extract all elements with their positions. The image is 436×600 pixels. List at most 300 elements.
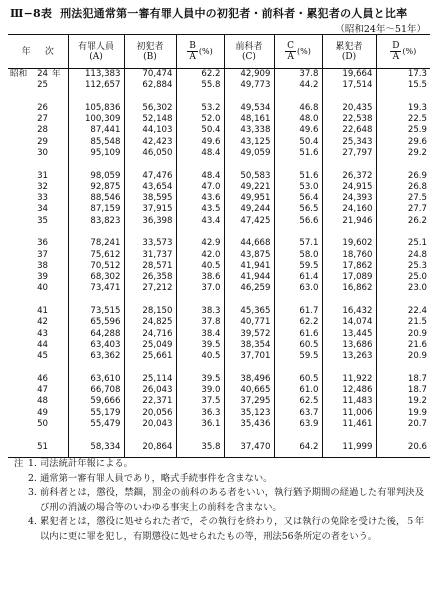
first-offenders-cell: 56,302: [124, 103, 176, 114]
ratio-b-a-cell: 37.8: [176, 317, 224, 328]
recidivists-cell: 16,432: [322, 306, 376, 317]
recidivists-cell: 11,006: [322, 408, 376, 419]
ratio-c-a-cell: 51.6: [274, 148, 322, 159]
year-value: 36: [37, 238, 48, 249]
note-text: 前科者とは，懲役，禁錮，罰金の前科のある者をいい，執行猶予期間の経過した有罪判決及び刑の消滅の場合等のいわゆる事実上の前科を含まない。: [40, 487, 424, 513]
recidivists-cell: 24,915: [322, 182, 376, 193]
ratio-d-a-cell: 29.6: [376, 136, 430, 147]
year-cell: [8, 204, 68, 215]
first-offenders-cell: 38,595: [124, 193, 176, 204]
prior-offenders-cell: 42,909: [224, 69, 274, 81]
group-spacer: [8, 159, 430, 170]
table-row: [8, 272, 430, 283]
ratio-c-a-cell: 51.6: [274, 170, 322, 181]
ratio-b-a-cell: 53.2: [176, 103, 224, 114]
prior-offenders-cell: 41,944: [224, 272, 274, 283]
ratio-c-a-cell: 53.0: [274, 182, 322, 193]
table-row: [8, 114, 430, 125]
table-row: [8, 340, 430, 351]
first-offenders-cell: 44,103: [124, 125, 176, 136]
ratio-d-a-cell: 26.2: [376, 216, 430, 227]
first-offenders-cell: 20,056: [124, 408, 176, 419]
table-row: [8, 125, 430, 136]
prior-offenders-cell: 40,665: [224, 385, 274, 396]
recidivists-cell: 11,461: [322, 419, 376, 430]
recidivists-cell: 27,797: [322, 148, 376, 159]
ratio-c-a-cell: 61.7: [274, 306, 322, 317]
convicted-cell: 64,288: [68, 329, 124, 340]
prior-offenders-cell: 43,125: [224, 136, 274, 147]
year-cell: [8, 419, 68, 430]
first-offenders-cell: 27,212: [124, 283, 176, 294]
prior-offenders-cell: 38,496: [224, 374, 274, 385]
note-text: 通常第一審有罪人員であり，略式手続事件を含まない。: [40, 472, 273, 484]
ratio-b-a-cell: 38.4: [176, 329, 224, 340]
year-value: 28: [37, 125, 48, 136]
ratio-c-a-cell: 60.5: [274, 340, 322, 351]
table-period: （昭和24年〜51年）: [335, 24, 426, 35]
table-row: [8, 80, 430, 91]
year-value: 32: [37, 181, 48, 192]
ratio-d-a-cell: 21.5: [376, 317, 430, 328]
table-row: [8, 408, 430, 419]
ratio-d-a-cell: 15.5: [376, 80, 430, 91]
year-cell: [8, 408, 68, 419]
ratio-c-a-cell: 60.5: [274, 374, 322, 385]
convicted-cell: 65,596: [68, 317, 124, 328]
first-offenders-cell: 47,476: [124, 170, 176, 181]
first-offenders-cell: 42,423: [124, 136, 176, 147]
group-spacer: [8, 91, 430, 102]
prior-offenders-cell: 37,701: [224, 351, 274, 362]
convicted-cell: 92,875: [68, 182, 124, 193]
recidivists-cell: 11,999: [322, 442, 376, 458]
ratio-b-a-cell: 39.5: [176, 340, 224, 351]
table-row: [8, 216, 430, 227]
recidivists-cell: 13,686: [322, 340, 376, 351]
year-cell: [8, 340, 68, 351]
note-text: 司法統計年報による。: [40, 458, 133, 469]
ratio-c-a-cell: 59.5: [274, 351, 322, 362]
table-row: [8, 170, 430, 181]
recidivists-cell: 20,435: [322, 103, 376, 114]
table-row: [8, 351, 430, 362]
convicted-cell: 87,441: [68, 125, 124, 136]
recidivists-cell: 19,664: [322, 69, 376, 81]
ratio-d-a-cell: 25.3: [376, 261, 430, 272]
year-value: 42: [37, 317, 48, 328]
year-cell: [8, 125, 68, 136]
convicted-cell: 63,403: [68, 340, 124, 351]
year-value: 30: [37, 147, 48, 158]
ratio-b-a-cell: 43.6: [176, 193, 224, 204]
first-offenders-cell: 22,371: [124, 396, 176, 407]
header-recidivists: 累犯者 (D): [322, 35, 376, 69]
year-value: 43: [37, 328, 48, 339]
ratio-b-a-cell: 37.5: [176, 396, 224, 407]
table-row: [8, 419, 430, 430]
ratio-d-a-cell: 20.7: [376, 419, 430, 430]
prior-offenders-cell: 37,470: [224, 442, 274, 458]
ratio-d-a-cell: 26.9: [376, 170, 430, 181]
prior-offenders-cell: 38,354: [224, 340, 274, 351]
year-cell: [8, 272, 68, 283]
ratio-d-a-cell: 18.7: [376, 374, 430, 385]
ratio-d-a-cell: 25.0: [376, 272, 430, 283]
year-value: 47: [37, 385, 48, 396]
convicted-cell: 105,836: [68, 103, 124, 114]
first-offenders-cell: 46,050: [124, 148, 176, 159]
convicted-cell: 63,610: [68, 374, 124, 385]
ratio-d-a-cell: 18.7: [376, 385, 430, 396]
ratio-c-a-cell: 61.4: [274, 272, 322, 283]
table-row: [8, 182, 430, 193]
recidivists-cell: 17,862: [322, 261, 376, 272]
header-ratio-b-a: $\frac{B}{A}$ (%): [176, 35, 224, 69]
ratio-b-a-cell: 43.5: [176, 204, 224, 215]
recidivists-cell: 22,648: [322, 125, 376, 136]
ratio-b-a-cell: 38.3: [176, 306, 224, 317]
convicted-cell: 98,059: [68, 170, 124, 181]
year-cell: [8, 385, 68, 396]
prior-offenders-cell: 50,583: [224, 170, 274, 181]
convicted-cell: 85,548: [68, 136, 124, 147]
ratio-d-a-cell: 23.0: [376, 283, 430, 294]
year-value: 26: [37, 102, 48, 113]
table-row: [8, 193, 430, 204]
ratio-c-a-cell: 62.5: [274, 396, 322, 407]
first-offenders-cell: 20,864: [124, 442, 176, 458]
ratio-b-a-cell: 47.0: [176, 182, 224, 193]
year-value: 27: [37, 114, 48, 125]
ratio-b-a-cell: 37.0: [176, 283, 224, 294]
note-number: 2.: [28, 472, 37, 484]
note-item: [14, 457, 424, 472]
ratio-d-a-cell: 20.9: [376, 329, 430, 340]
ratio-c-a-cell: 57.1: [274, 238, 322, 249]
ratio-b-a-cell: 39.5: [176, 374, 224, 385]
first-offenders-cell: 36,398: [124, 216, 176, 227]
year-value: 35: [37, 215, 48, 226]
prior-offenders-cell: 49,534: [224, 103, 274, 114]
ratio-d-a-cell: 20.6: [376, 442, 430, 458]
statistics-table: [8, 34, 430, 458]
table-row: [8, 306, 430, 317]
note-item: [14, 515, 424, 544]
year-value: 29: [37, 136, 48, 147]
year-cell: [8, 396, 68, 407]
note-item: [14, 486, 424, 515]
year-cell: [8, 442, 68, 458]
table-row: [8, 136, 430, 147]
prior-offenders-cell: 45,365: [224, 306, 274, 317]
first-offenders-cell: 26,043: [124, 385, 176, 396]
ratio-b-a-cell: 55.8: [176, 80, 224, 91]
prior-offenders-cell: 49,773: [224, 80, 274, 91]
header-prior-offenders: 前科者 (C): [224, 35, 274, 69]
convicted-cell: 88,546: [68, 193, 124, 204]
table-row: [8, 204, 430, 215]
prior-offenders-cell: 43,338: [224, 125, 274, 136]
year-value: 48: [37, 396, 48, 407]
ratio-c-a-cell: 46.8: [274, 103, 322, 114]
year-cell: [8, 238, 68, 249]
recidivists-cell: 12,486: [322, 385, 376, 396]
ratio-b-a-cell: 36.1: [176, 419, 224, 430]
year-value: 45: [37, 351, 48, 362]
year-cell: [8, 216, 68, 227]
group-spacer: [8, 430, 430, 441]
table-row: [8, 238, 430, 249]
recidivists-cell: 26,372: [322, 170, 376, 181]
ratio-b-a-cell: 39.0: [176, 385, 224, 396]
ratio-b-a-cell: 40.5: [176, 261, 224, 272]
first-offenders-cell: 26,358: [124, 272, 176, 283]
prior-offenders-cell: 49,244: [224, 204, 274, 215]
table-row: [8, 317, 430, 328]
prior-offenders-cell: 39,572: [224, 329, 274, 340]
prior-offenders-cell: 47,425: [224, 216, 274, 227]
ratio-d-a-cell: 19.3: [376, 103, 430, 114]
year-cell: [8, 261, 68, 272]
year-cell: [8, 80, 68, 91]
ratio-b-a-cell: 49.6: [176, 136, 224, 147]
ratio-b-a-cell: 62.2: [176, 69, 224, 81]
note-number: 3.: [28, 487, 37, 499]
first-offenders-cell: 24,716: [124, 329, 176, 340]
year-cell: [8, 306, 68, 317]
ratio-d-a-cell: 22.5: [376, 114, 430, 125]
ratio-c-a-cell: 58.0: [274, 249, 322, 260]
header-year: 年 次: [8, 35, 68, 69]
recidivists-cell: 25,343: [322, 136, 376, 147]
ratio-c-a-cell: 62.2: [274, 317, 322, 328]
prior-offenders-cell: 46,259: [224, 283, 274, 294]
ratio-d-a-cell: 25.9: [376, 125, 430, 136]
table-row: [8, 385, 430, 396]
year-cell: [8, 69, 68, 81]
first-offenders-cell: 25,049: [124, 340, 176, 351]
notes-label: 注: [14, 458, 24, 469]
year-cell: [8, 249, 68, 260]
year-cell: [8, 170, 68, 181]
note-text: 累犯者とは，懲役に処せられた者で，その執行を終わり，又は執行の免除を受けた後，５年以内に更に罪を犯し，有期懲役に処せられたもの等，刑法56条所定の者をいう。: [40, 516, 424, 542]
ratio-b-a-cell: 36.3: [176, 408, 224, 419]
ratio-b-a-cell: 42.9: [176, 238, 224, 249]
header-ratio-d-a: $\frac{D}{A}$ (%): [376, 35, 430, 69]
prior-offenders-cell: 49,221: [224, 182, 274, 193]
table-id: Ⅲ−8表: [10, 7, 53, 20]
recidivists-cell: 17,514: [322, 80, 376, 91]
convicted-cell: 66,708: [68, 385, 124, 396]
convicted-cell: 95,109: [68, 148, 124, 159]
convicted-cell: 70,512: [68, 261, 124, 272]
table-row: [8, 442, 430, 458]
year-value: 46: [37, 373, 48, 384]
convicted-cell: 75,612: [68, 249, 124, 260]
prior-offenders-cell: 37,295: [224, 396, 274, 407]
table-row: [8, 374, 430, 385]
ratio-c-a-cell: 56.4: [274, 193, 322, 204]
header-ratio-c-a: $\frac{C}{A}$ (%): [274, 35, 322, 69]
convicted-cell: 78,241: [68, 238, 124, 249]
header-first-offenders: 初犯者 (B): [124, 35, 176, 69]
prior-offenders-cell: 35,123: [224, 408, 274, 419]
ratio-d-a-cell: 17.3: [376, 69, 430, 81]
ratio-d-a-cell: 25.1: [376, 238, 430, 249]
table-row: [8, 261, 430, 272]
first-offenders-cell: 70,474: [124, 69, 176, 81]
convicted-cell: 58,334: [68, 442, 124, 458]
recidivists-cell: 14,074: [322, 317, 376, 328]
convicted-cell: 100,309: [68, 114, 124, 125]
year-value: 34: [37, 204, 48, 215]
year-value: 44: [37, 339, 48, 350]
table-title: [10, 5, 430, 21]
year-cell: [8, 114, 68, 125]
prior-offenders-cell: 48,161: [224, 114, 274, 125]
prior-offenders-cell: 49,951: [224, 193, 274, 204]
ratio-d-a-cell: 29.2: [376, 148, 430, 159]
year-cell: [8, 136, 68, 147]
year-cell: [8, 182, 68, 193]
ratio-c-a-cell: 64.2: [274, 442, 322, 458]
ratio-d-a-cell: 21.6: [376, 340, 430, 351]
recidivists-cell: 11,483: [322, 396, 376, 407]
prior-offenders-cell: 43,875: [224, 249, 274, 260]
ratio-b-a-cell: 48.4: [176, 170, 224, 181]
ratio-b-a-cell: 40.5: [176, 351, 224, 362]
first-offenders-cell: 20,043: [124, 419, 176, 430]
prior-offenders-cell: 44,668: [224, 238, 274, 249]
ratio-c-a-cell: 63.9: [274, 419, 322, 430]
first-offenders-cell: 52,148: [124, 114, 176, 125]
convicted-cell: 73,515: [68, 306, 124, 317]
recidivists-cell: 21,946: [322, 216, 376, 227]
recidivists-cell: 18,760: [322, 249, 376, 260]
ratio-c-a-cell: 56.5: [274, 204, 322, 215]
convicted-cell: 68,302: [68, 272, 124, 283]
table-row: [8, 103, 430, 114]
ratio-d-a-cell: 19.9: [376, 408, 430, 419]
first-offenders-cell: 37,915: [124, 204, 176, 215]
year-cell: [8, 148, 68, 159]
note-number: 4.: [28, 516, 37, 528]
ratio-c-a-cell: 56.6: [274, 216, 322, 227]
year-value: 24: [37, 69, 48, 79]
year-cell: [8, 103, 68, 114]
recidivists-cell: 13,263: [322, 351, 376, 362]
first-offenders-cell: 43,654: [124, 182, 176, 193]
convicted-cell: 55,479: [68, 419, 124, 430]
year-cell: [8, 193, 68, 204]
convicted-cell: 73,471: [68, 283, 124, 294]
year-cell: [8, 351, 68, 362]
header-row: [8, 35, 430, 69]
year-cell: [8, 283, 68, 294]
group-spacer: [8, 227, 430, 238]
note-number: 1.: [28, 458, 37, 469]
note-item: [14, 472, 424, 487]
convicted-cell: 113,383: [68, 69, 124, 81]
year-value: 37: [37, 249, 48, 260]
recidivists-cell: 17,089: [322, 272, 376, 283]
first-offenders-cell: 33,573: [124, 238, 176, 249]
recidivists-cell: 13,445: [322, 329, 376, 340]
prior-offenders-cell: 41,941: [224, 261, 274, 272]
ratio-b-a-cell: 43.4: [176, 216, 224, 227]
year-value: 49: [37, 407, 48, 418]
table-row: [8, 69, 430, 81]
group-spacer: [8, 295, 430, 306]
year-cell: [8, 329, 68, 340]
convicted-cell: 87,159: [68, 204, 124, 215]
year-value: 50: [37, 419, 48, 430]
ratio-d-a-cell: 22.4: [376, 306, 430, 317]
ratio-c-a-cell: 63.0: [274, 283, 322, 294]
table-row: [8, 283, 430, 294]
year-cell: [8, 374, 68, 385]
ratio-d-a-cell: 19.2: [376, 396, 430, 407]
first-offenders-cell: 31,737: [124, 249, 176, 260]
group-spacer: [8, 362, 430, 373]
first-offenders-cell: 24,825: [124, 317, 176, 328]
table-row: [8, 396, 430, 407]
first-offenders-cell: 25,661: [124, 351, 176, 362]
convicted-cell: 112,657: [68, 80, 124, 91]
prior-offenders-cell: 35,436: [224, 419, 274, 430]
year-cell: [8, 317, 68, 328]
year-unit: 年: [52, 69, 61, 79]
recidivists-cell: 24,160: [322, 204, 376, 215]
year-value: 39: [37, 272, 48, 283]
ratio-d-a-cell: 27.5: [376, 193, 430, 204]
first-offenders-cell: 62,884: [124, 80, 176, 91]
table-row: [8, 148, 430, 159]
ratio-d-a-cell: 20.9: [376, 351, 430, 362]
ratio-c-a-cell: 63.7: [274, 408, 322, 419]
notes-section: [14, 457, 424, 545]
table-body: [8, 69, 430, 458]
convicted-cell: 83,823: [68, 216, 124, 227]
ratio-c-a-cell: 50.4: [274, 136, 322, 147]
ratio-b-a-cell: 35.8: [176, 442, 224, 458]
year-value: 51: [37, 441, 48, 452]
convicted-cell: 55,179: [68, 408, 124, 419]
ratio-d-a-cell: 27.7: [376, 204, 430, 215]
year-value: 41: [37, 306, 48, 317]
prior-offenders-cell: 49,059: [224, 148, 274, 159]
recidivists-cell: 11,922: [322, 374, 376, 385]
header-convicted: 有罪人員 (A): [68, 35, 124, 69]
first-offenders-cell: 28,150: [124, 306, 176, 317]
ratio-b-a-cell: 52.0: [176, 114, 224, 125]
convicted-cell: 59,666: [68, 396, 124, 407]
recidivists-cell: 22,538: [322, 114, 376, 125]
year-value: 40: [37, 283, 48, 294]
ratio-b-a-cell: 48.4: [176, 148, 224, 159]
recidivists-cell: 24,393: [322, 193, 376, 204]
ratio-c-a-cell: 61.0: [274, 385, 322, 396]
ratio-c-a-cell: 44.2: [274, 80, 322, 91]
ratio-c-a-cell: 48.0: [274, 114, 322, 125]
ratio-c-a-cell: 61.6: [274, 329, 322, 340]
recidivists-cell: 19,602: [322, 238, 376, 249]
ratio-c-a-cell: 49.6: [274, 125, 322, 136]
ratio-b-a-cell: 50.4: [176, 125, 224, 136]
first-offenders-cell: 25,114: [124, 374, 176, 385]
prior-offenders-cell: 40,771: [224, 317, 274, 328]
